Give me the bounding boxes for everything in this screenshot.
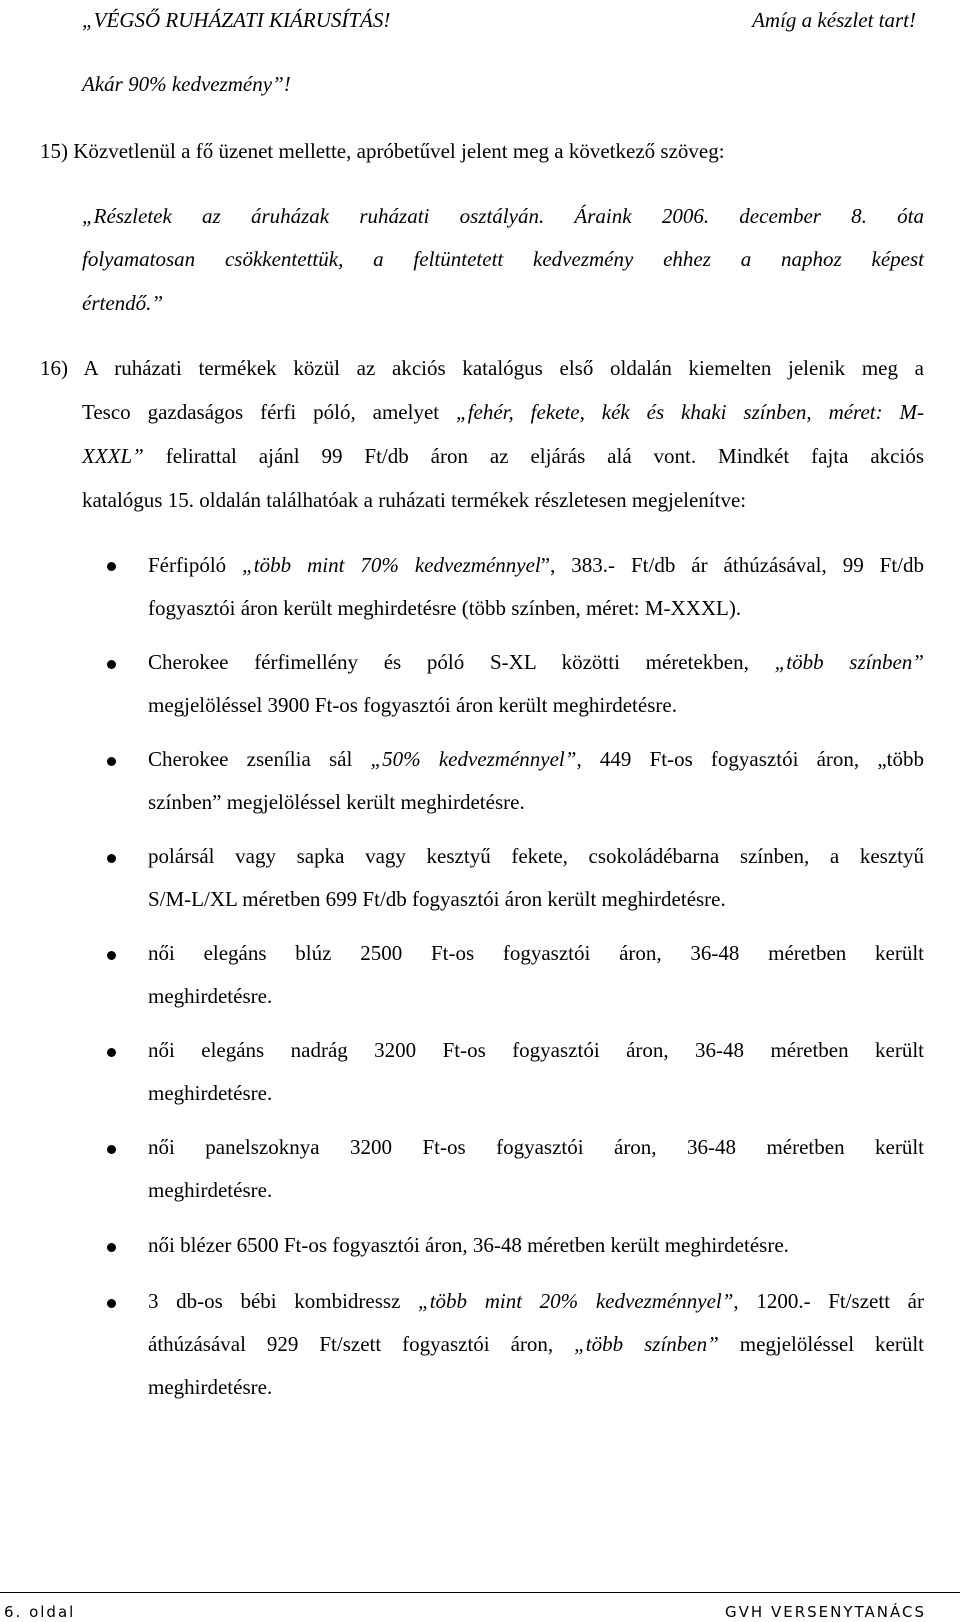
list-item: 3 db-os bébi kombidressz „több mint 20% kedvezménnyel”, 1200.- Ft/szett ár	[148, 1289, 924, 1313]
paragraph-16-line: 16) A ruházati termékek közül az akciós katalógus első oldalán kiemelten jelenik meg a	[40, 356, 924, 380]
list-item-continuation: megjelöléssel 3900 Ft-os fogyasztói áron került meghirdetésre.	[148, 693, 677, 717]
list-item-continuation: színben” megjelöléssel került meghirdetésre.	[148, 790, 525, 814]
paragraph-15-quote-line: „Részletek az áruházak ruházati osztályán. Áraink 2006. december 8. óta	[82, 204, 924, 228]
bullet-icon	[107, 757, 116, 766]
list-item: női panelszoknya 3200 Ft-os fogyasztói áron, 36-48 méretben került	[148, 1135, 924, 1159]
paragraph-15-quote-line: értendő.”	[82, 291, 164, 315]
promo-title: „VÉGSŐ RUHÁZATI KIÁRUSÍTÁS!	[82, 8, 391, 32]
bullet-icon	[107, 854, 116, 863]
bullet-icon	[107, 1048, 116, 1057]
list-item: női blézer 6500 Ft-os fogyasztói áron, 36-48 méretben került meghirdetésre.	[148, 1233, 789, 1257]
list-item: női elegáns nadrág 3200 Ft-os fogyasztói áron, 36-48 méretben került	[148, 1038, 924, 1062]
promo-stock-note: Amíg a készlet tart!	[752, 8, 916, 32]
bullet-icon	[107, 1299, 116, 1308]
paragraph-15-intro: 15) Közvetlenül a fő üzenet mellette, apróbetűvel jelent meg a következő szöveg:	[40, 139, 725, 163]
bullet-icon	[107, 562, 116, 571]
list-item: Cherokee férfimellény és póló S-XL közötti méretekben, „több színben”	[148, 650, 924, 674]
list-item: Cherokee zsenília sál „50% kedvezménnyel”, 449 Ft-os fogyasztói áron, „több	[148, 747, 924, 771]
list-item-continuation: meghirdetésre.	[148, 984, 273, 1008]
bullet-icon	[107, 951, 116, 960]
list-item: női elegáns blúz 2500 Ft-os fogyasztói áron, 36-48 méretben került	[148, 941, 924, 965]
paragraph-16-line: XXXL” felirattal ajánl 99 Ft/db áron az eljárás alá vont. Mindkét fajta akciós	[82, 444, 924, 468]
bullet-icon	[107, 660, 116, 669]
list-item: Férfipóló „több mint 70% kedvezménnyel”, 383.- Ft/db ár áthúzásával, 99 Ft/db	[148, 553, 924, 577]
list-item: polársál vagy sapka vagy kesztyű fekete, csokoládébarna színben, a kesztyű	[148, 844, 924, 868]
list-item-continuation: áthúzásával 929 Ft/szett fogyasztói áron, „több színben” megjelöléssel került	[148, 1332, 924, 1356]
list-item-continuation: meghirdetésre.	[148, 1178, 273, 1202]
footer-divider	[0, 1592, 960, 1593]
paragraph-15-quote-line: folyamatosan csökkentettük, a feltüntetett kedvezmény ehhez a naphoz képest	[82, 247, 924, 271]
promo-discount: Akár 90% kedvezmény”!	[82, 72, 291, 96]
list-item-continuation: meghirdetésre.	[148, 1081, 273, 1105]
paragraph-16-line: katalógus 15. oldalán találhatóak a ruházati termékek részletesen megjelenítve:	[82, 488, 747, 512]
list-item-continuation: fogyasztói áron került meghirdetésre (több színben, méret: M-XXXL).	[148, 596, 742, 620]
bullet-icon	[107, 1243, 116, 1252]
paragraph-16-line: Tesco gazdaságos férfi póló, amelyet „fehér, fekete, kék és khaki színben, méret: M-	[82, 400, 924, 424]
bullet-icon	[107, 1145, 116, 1154]
list-item-continuation: meghirdetésre.	[148, 1375, 273, 1399]
page-number: 6. oldal	[4, 1603, 76, 1621]
list-item-continuation: S/M-L/XL méretben 699 Ft/db fogyasztói áron került meghirdetésre.	[148, 887, 726, 911]
footer-organization: GVH VERSENYTANÁCS	[725, 1603, 926, 1621]
